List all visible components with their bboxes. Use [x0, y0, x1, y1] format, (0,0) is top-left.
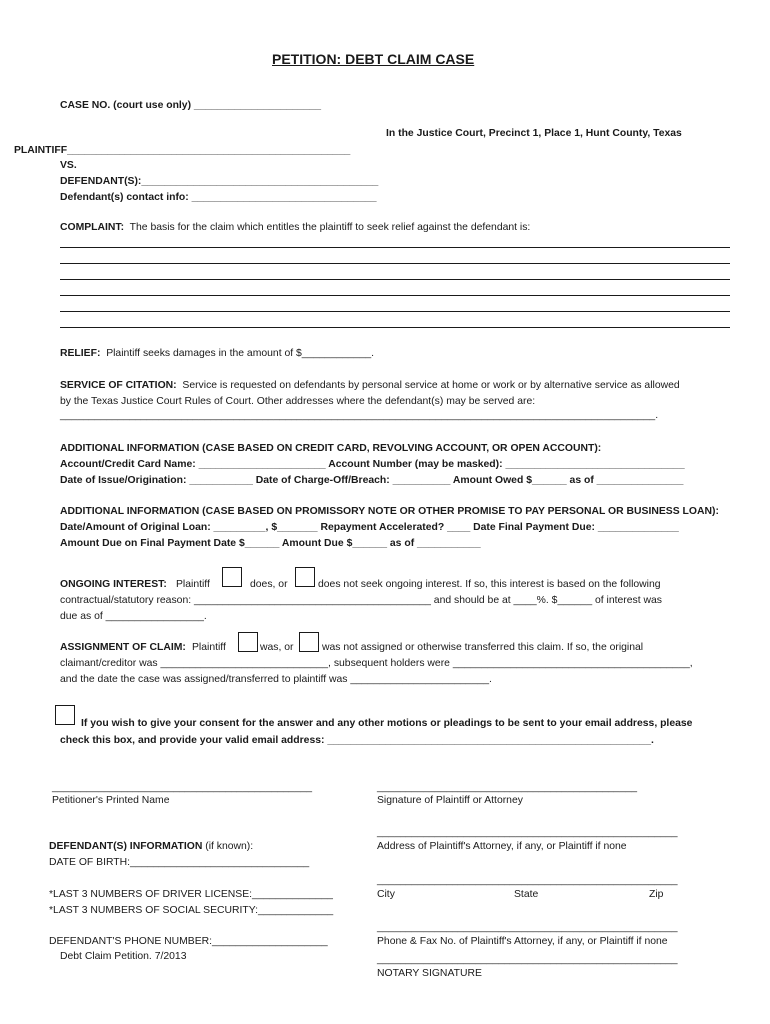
defendant-contact-field[interactable]: Defendant(s) contact info: ________________________________ [60, 192, 377, 203]
assignment-plaintiff-text: Plaintiff [192, 642, 226, 653]
phone-fax-label: Phone & Fax No. of Plaintiff's Attorney, if any, or Plaintiff if none [377, 936, 668, 947]
date-of-birth-field[interactable]: DATE OF BIRTH:_______________________________ [49, 857, 310, 868]
assignment-was-text: was, or [260, 642, 294, 653]
interest-does-not-text: does not seek ongoing interest. If so, this interest is based on the following [318, 579, 661, 590]
relief-amount-field[interactable]: Plaintiff seeks damages in the amount of $____________. [106, 348, 375, 359]
petitioner-name-field[interactable]: _____________________________________________ [52, 782, 313, 793]
promissory-due-row[interactable]: Amount Due on Final Payment Date $______ Amount Due $______ as of ___________ [60, 538, 481, 549]
notary-signature-field[interactable]: ____________________________________________________ [377, 954, 678, 965]
service-text-2: by the Texas Justice Court Rules of Court. Other addresses where the defendant(s) may be served are: [60, 396, 536, 407]
signature-label: Signature of Plaintiff or Attorney [377, 795, 523, 806]
notary-signature-label: NOTARY SIGNATURE [377, 968, 482, 979]
defendant-info-note: (if known): [205, 841, 254, 852]
relief-label: RELIEF: [60, 348, 101, 359]
complaint-line[interactable] [60, 263, 730, 264]
defendants-field[interactable]: DEFENDANT(S):_________________________________________ [60, 176, 379, 187]
interest-due-field[interactable]: due as of _________________. [60, 611, 207, 622]
credit-heading: ADDITIONAL INFORMATION (CASE BASED ON CREDIT CARD, REVOLVING ACCOUNT, OR OPEN ACCOUNT): [60, 443, 602, 454]
complaint-line[interactable] [60, 327, 730, 328]
attorney-address-field[interactable]: ____________________________________________________ [377, 827, 678, 838]
plaintiff-field[interactable]: PLAINTIFF_________________________________________________ [14, 145, 351, 156]
email-consent-checkbox[interactable] [55, 705, 75, 725]
driver-license-field[interactable]: *LAST 3 NUMBERS OF DRIVER LICENSE:______________ [49, 889, 333, 900]
interest-does-text: does, or [250, 579, 288, 590]
defendant-phone-field[interactable]: DEFENDANT'S PHONE NUMBER:____________________ [49, 936, 328, 947]
defendant-info-heading [49, 842, 253, 852]
page-title: PETITION: DEBT CLAIM CASE [272, 51, 475, 67]
city-label: City [377, 889, 395, 900]
assignment-was-not-text: was not assigned or otherwise transferred this claim. If so, the original [322, 642, 644, 653]
complaint-line[interactable] [60, 295, 730, 296]
interest-reason-field[interactable]: contractual/statutory reason: _________________________________________ and should be at ____%. $______ of interest was [60, 595, 662, 606]
state-label: State [514, 889, 539, 900]
complaint-line[interactable] [60, 311, 730, 312]
email-address-field[interactable]: check this box, and provide your valid email address: ________________________________________________________. [60, 735, 654, 746]
service-address-field[interactable]: _______________________________________________________________________________________________________. [60, 410, 659, 421]
credit-dates-row[interactable]: Date of Issue/Origination: ___________ Date of Charge-Off/Breach: __________ Amount Owed $______ as of _______________ [60, 475, 684, 486]
case-number-field[interactable]: CASE NO. (court use only) ______________________ [60, 100, 322, 111]
complaint-line[interactable] [60, 279, 730, 280]
city-state-zip-field[interactable]: ____________________________________________________ [377, 875, 678, 886]
petitioner-name-label: Petitioner's Printed Name [52, 795, 170, 806]
credit-account-row[interactable]: Account/Credit Card Name: ______________________ Account Number (may be masked): _______________________________ [60, 459, 685, 470]
promissory-heading: ADDITIONAL INFORMATION (CASE BASED ON PROMISSORY NOTE OR OTHER PROMISE TO PAY PERSONAL OR BUSINESS LOAN): [60, 506, 719, 517]
email-consent-text: If you wish to give your consent for the answer and any other motions or pleadings to be sent to your email address, please [81, 718, 693, 729]
versus-label: VS. [60, 160, 77, 171]
footer-form-id: Debt Claim Petition. 7/2013 [60, 951, 187, 962]
service-text: Service is requested on defendants by personal service at home or work or by alternative service as allowed [182, 380, 680, 391]
defendant-info-label: DEFENDANT(S) INFORMATION [49, 841, 203, 852]
complaint-line[interactable] [60, 247, 730, 248]
social-security-field[interactable]: *LAST 3 NUMBERS OF SOCIAL SECURITY:_____________ [49, 905, 334, 916]
interest-does-checkbox[interactable] [222, 567, 242, 587]
court-heading: In the Justice Court, Precinct 1, Place 1, Hunt County, Texas [386, 128, 682, 139]
complaint-label: COMPLAINT: [60, 222, 125, 233]
interest-plaintiff-text: Plaintiff [176, 579, 210, 590]
attorney-address-label: Address of Plaintiff's Attorney, if any, or Plaintiff if none [377, 841, 627, 852]
assignment-date-field[interactable]: and the date the case was assigned/transferred to plaintiff was ________________________. [60, 674, 492, 685]
promissory-loan-row[interactable]: Date/Amount of Original Loan: _________, $_______ Repayment Accelerated? ____ Date Final Payment Due: ______________ [60, 522, 679, 533]
relief-section [60, 349, 374, 359]
assignment-was-checkbox[interactable] [238, 632, 258, 652]
complaint-section [60, 223, 530, 233]
complaint-line-text [60, 236, 730, 246]
complaint-text: The basis for the claim which entitles the plaintiff to seek relief against the defendant is: [129, 222, 531, 233]
interest-label: ONGOING INTEREST: [60, 579, 167, 590]
assignment-was-not-checkbox[interactable] [299, 632, 319, 652]
assignment-creditor-field[interactable]: claimant/creditor was _____________________________, subsequent holders were _________________________________________, [60, 658, 693, 669]
interest-does-not-checkbox[interactable] [295, 567, 315, 587]
signature-field[interactable]: _____________________________________________ [377, 782, 638, 793]
phone-fax-field[interactable]: ____________________________________________________ [377, 922, 678, 933]
assignment-label: ASSIGNMENT OF CLAIM: [60, 642, 186, 653]
service-section [60, 381, 680, 391]
service-label: SERVICE OF CITATION: [60, 380, 177, 391]
zip-label: Zip [649, 889, 664, 900]
